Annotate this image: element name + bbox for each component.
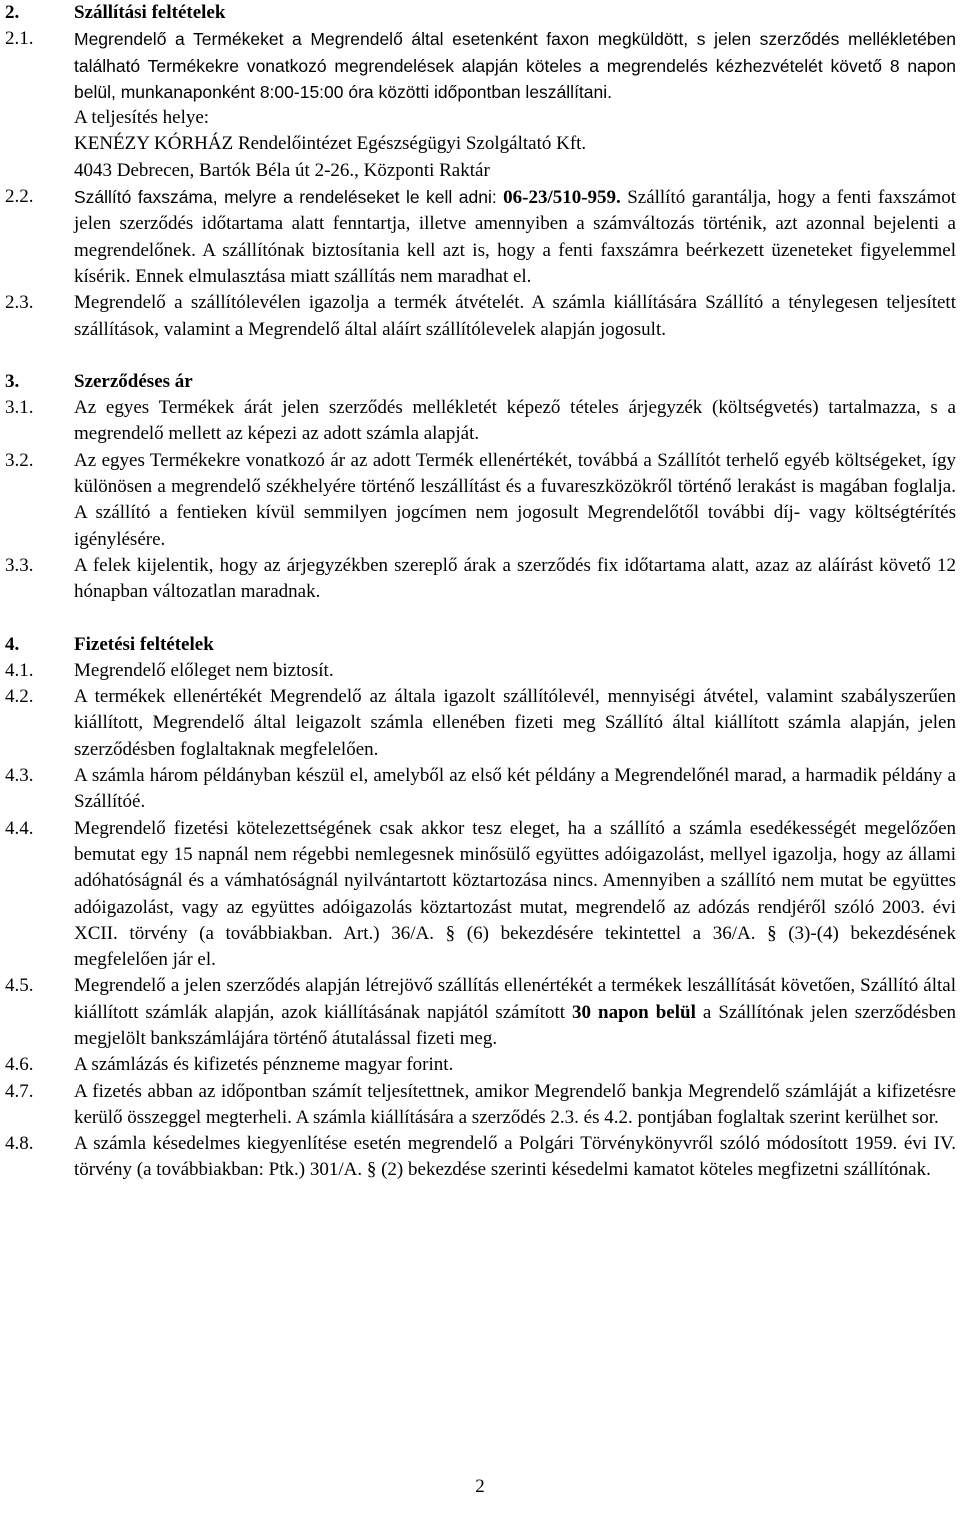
clause-2-2 [0, 184, 960, 290]
section-title: Fizetési feltételek [74, 633, 214, 655]
clause-4-8 [0, 1131, 960, 1184]
clause-number: 3.1. [5, 397, 34, 419]
clause-4-7 [0, 1079, 960, 1132]
clause-text: A számlázás és kifizetés pénzneme magyar forint. [74, 1054, 454, 1076]
section-number: 4. [5, 633, 20, 655]
section-3-heading [0, 369, 960, 395]
fax-number: 06-23/510-959. [503, 187, 621, 209]
clause-number: 4.8. [5, 1133, 34, 1155]
clause-text: Megrendelő a Termékeket a Megrendelő által esetenként faxon megküldött, s jelen szerződés mellékletében található Termékekre vonatkozó megrendelések alapján köteles a megrendelés kézhezvételét követő 8 napon belül, munkanaponként 8:00-15:00 óra közötti időpontban leszállítani. [74, 29, 956, 102]
clause-text: Az egyes Termékekre vonatkozó ár az adott Termék ellenértékét, továbbá a Szállítót terhelő egyéb költségeket, így különösen a megrendelő székhelyére történő leszállítást és a fuvareszközökről történő lerakást is magában foglalja. A szállító a fentieken kívül semmilyen jogcímen nem jogosult Megrendelőtől további díj- vagy költségtérítés igénylésére. [74, 449, 956, 550]
clause-2-3 [0, 290, 960, 343]
clause-number: 3.3. [5, 554, 34, 576]
delivery-place-label: A teljesítés helye: [74, 107, 210, 129]
clause-number: 4.7. [5, 1080, 34, 1102]
clause-text: A felek kijelentik, hogy az árjegyzékben szereplő árak a szerződés fix időtartama alatt, azaz az aláírást követő 12 hónapban változatlan maradnak. [74, 554, 956, 603]
clause-number: 2.2. [5, 186, 34, 208]
clause-2-1 [0, 26, 960, 184]
spacer [0, 606, 960, 632]
clause-text: Megrendelő a jelen szerződés alapján létrejövő szállítás ellenértékét a termékek leszállítását követően, Szállító által kiállított számlák alapján, azok kiállításának napjától számított [74, 975, 956, 1023]
delivery-place-address: 4043 Debrecen, Bartók Béla út 2-26., Központi Raktár [74, 159, 490, 181]
clause-4-1 [0, 658, 960, 684]
clause-number: 4.6. [5, 1054, 34, 1076]
clause-text: Megrendelő a szállítólevélen igazolja a termék átvételét. A számla kiállítására Szállító a ténylegesen teljesített szállítások, valamint a Megrendelő által aláírt szállítólevelek alapján jogosult. [74, 292, 956, 340]
clause-number: 4.2. [5, 686, 34, 708]
clause-4-4 [0, 816, 960, 974]
section-number: 2. [5, 2, 20, 23]
clause-4-2 [0, 684, 960, 763]
clause-text: Megrendelő fizetési kötelezettségének csak akkor tesz eleget, ha a szállító a számla esedékességét megelőzően bemutat egy 15 napnál nem régebbi nemlegesnek minősülő együttes adóigazolást, mellyel igazolja, hogy az állami adóhatóságnál és a vámhatóságnál nyilvántartott köztartozása nincs. Amennyiben a szállító nem mutat be együttes adóigazolást, vagy az együttes adóigazolás köztartozást mutat, megrendelő az adózás rendjéről szóló 2003. évi XCII. törvény (a továbbiakban. Art.) 36/A. § (6) bekezdésére tekintettel a 36/A. § (3)-(4) bekezdésének megfelelően jár el. [74, 817, 956, 971]
clause-number: 2.3. [5, 292, 34, 314]
section-number: 3. [5, 370, 20, 392]
clause-text: A számla három példányban készül el, amelyből az első két példány a Megrendelőnél marad, a harmadik példány a Szállítóé. [74, 765, 956, 813]
section-title: Szerződéses ár [74, 370, 193, 392]
clause-4-5 [0, 973, 960, 1052]
section-2 [0, 0, 960, 343]
clause-text: Szállító faxszáma, melyre a rendeléseket le kell adni: [74, 187, 497, 208]
delivery-place-name: KENÉZY KÓRHÁZ Rendelőintézet Egészségügyi Szolgáltató Kft. [74, 133, 587, 155]
clause-text: A fizetés abban az időpontban számít teljesítettnek, amikor Megrendelő bankja Megrendelő számláját a kifizetésre kerülő összeggel megterheli. A számla kiállítására a szerződés 2.3. és 4.2. pontjában foglaltak szerint kerülhet sor. [74, 1080, 956, 1128]
clause-number: 4.5. [5, 975, 34, 997]
page-number: 2 [475, 1476, 485, 1497]
section-3 [0, 369, 960, 606]
clause-3-1 [0, 395, 960, 448]
clause-text: Az egyes Termékek árát jelen szerződés mellékletét képező tételes árjegyzék (költségvetés) tartalmazza, s a megrendelő mellett az képezi az adott számla alapját. [74, 397, 956, 445]
clause-4-6 [0, 1052, 960, 1078]
clause-number: 4.1. [5, 659, 34, 681]
clause-text-continued: a Szállítónak jelen szerződésben megjelölt bankszámlájára történő átutalással fizeti meg. [74, 1001, 957, 1049]
clause-text: A termékek ellenértékét Megrendelő az általa igazolt szállítólevél, mennyiségi átvétel, valamint szabályszerűen kiállított, Megrendelő által leigazolt számla ellenében fizeti meg Szállító által kiállított számla alapján, jelen szerződésben foglaltaknak megfelelően. [74, 686, 956, 760]
section-4 [0, 632, 960, 1184]
spacer [0, 343, 960, 369]
clause-number: 4.4. [5, 817, 34, 839]
section-title: Szállítási feltételek [74, 2, 226, 23]
clause-number: 2.1. [5, 28, 34, 50]
section-4-heading [0, 632, 960, 658]
clause-number: 3.2. [5, 449, 34, 471]
clause-3-3 [0, 553, 960, 606]
clause-text: A számla késedelmes kiegyenlítése esetén megrendelő a Polgári Törvénykönyvről szóló módosított 1959. évi IV. törvény (a továbbiakban: Ptk.) 301/A. § (2) bekezdése szerinti késedelmi kamatot köteles megfizetni szállítónak. [74, 1133, 956, 1181]
clause-number: 4.3. [5, 765, 34, 787]
clause-4-3 [0, 763, 960, 816]
payment-deadline: 30 napon belül [572, 1001, 696, 1023]
clause-text-continued: Szállító garantálja, hogy a fenti faxszámot jelen szerződés időtartama alatt fenntartja, illetve amennyiben a számváltozás történik, azt azonnal bejelenti a megrendelőnek. A szállítónak biztosítania kell azt is, hogy a fenti faxszámra beérkezett üzeneteket figyelemmel kísérik. Ennek elmulasztása miatt szállítás nem maradhat el. [74, 187, 957, 287]
clause-text: Megrendelő előleget nem biztosít. [74, 659, 334, 681]
section-2-heading [0, 0, 960, 26]
clause-3-2 [0, 448, 960, 553]
